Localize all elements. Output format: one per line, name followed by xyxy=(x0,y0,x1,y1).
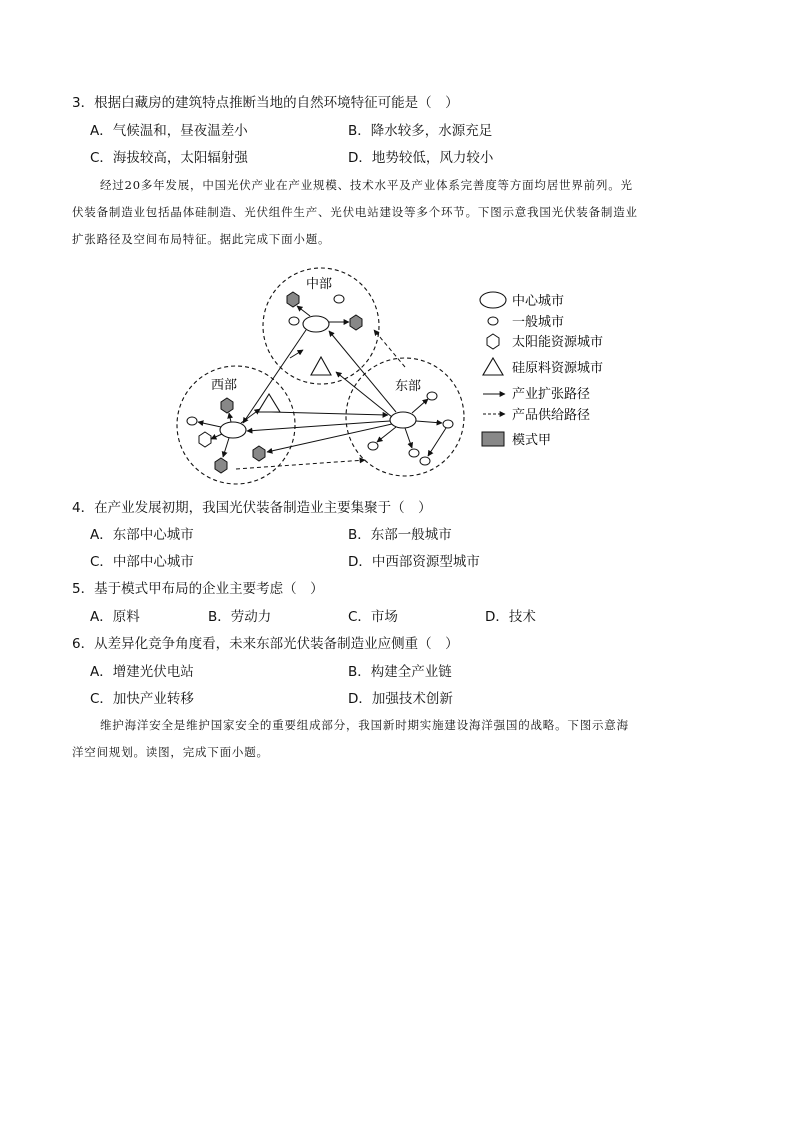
mode-jia-middle-2 xyxy=(350,315,362,330)
city-east-4 xyxy=(409,449,419,457)
legend-label-center-city: 中心城市 xyxy=(512,294,565,309)
q4-option-d: D．中西部资源型城市 xyxy=(348,554,480,570)
arrow-west-center-to-city-1 xyxy=(198,422,221,427)
pv-industry-diagram xyxy=(0,260,794,490)
q5-option-d: D．技术 xyxy=(485,609,536,625)
city-middle-1 xyxy=(334,295,344,303)
silicon-city-middle xyxy=(311,357,331,375)
q3-stem: 3．根据白藏房的建筑特点推断当地的自然环境特征可能是（ ） xyxy=(72,95,459,111)
city-east-2 xyxy=(443,420,453,428)
passage-1 xyxy=(72,176,722,248)
region-label-west: 西部 xyxy=(211,378,238,393)
arrow-east-center-to-mid-center xyxy=(329,331,396,412)
q3-option-d: D．地势较低，风力较小 xyxy=(348,150,494,166)
arrow-west-center-to-hex-1 xyxy=(229,413,231,422)
legend-label-expansion: 产业扩张路径 xyxy=(512,387,591,402)
arrow-west-center-to-hex-3 xyxy=(223,438,229,457)
mode-jia-west-1 xyxy=(221,398,233,413)
legend-label-silicon-city: 硅原料资源城市 xyxy=(512,361,604,376)
q6-option-b: B．构建全产业链 xyxy=(348,664,452,680)
center-city-middle xyxy=(303,316,329,332)
city-east-1 xyxy=(427,392,437,400)
passage-2 xyxy=(72,716,722,761)
arrow-east-center-to-east-city-3 xyxy=(377,427,396,442)
arrow-west-center-to-hex-2 xyxy=(211,434,222,439)
arrow-east-city-2-to-5 xyxy=(428,428,446,456)
arrow-mid-center-to-hex xyxy=(297,306,310,316)
legend-label-supply: 产品供给路径 xyxy=(512,408,591,423)
q5-option-a: A．原料 xyxy=(90,609,140,625)
region-label-middle: 中部 xyxy=(306,277,333,292)
legend-solar-city-icon xyxy=(487,334,499,349)
mode-jia-west-2 xyxy=(215,458,227,473)
arrow-east-to-mid-triangle xyxy=(336,372,392,417)
city-east-5 xyxy=(420,457,430,465)
legend-label-mode-jia: 模式甲 xyxy=(512,433,552,448)
passage-2-line-2: 洋空间规划。读图，完成下面小题。 xyxy=(72,745,269,759)
q4-option-b: B．东部一般城市 xyxy=(348,527,452,543)
q6-option-a: A．增建光伏电站 xyxy=(90,664,194,680)
q5-stem: 5．基于模式甲布局的企业主要考虑（ ） xyxy=(72,581,324,597)
passage-1-line-3: 扩张路径及空间布局特征。据此完成下面小题。 xyxy=(72,232,331,246)
q5-option-b: B．劳动力 xyxy=(208,609,272,625)
q5-option-c: C．市场 xyxy=(348,609,398,625)
center-city-west xyxy=(220,422,246,438)
passage-2-line-1: 维护海洋安全是维护国家安全的重要组成部分，我国新时期实施建设海洋强国的战略。下图示意海 xyxy=(100,718,629,732)
q6-option-c: C．加快产业转移 xyxy=(90,691,194,707)
q3-option-a: A．气候温和，昼夜温差小 xyxy=(90,123,248,139)
legend-center-city-icon xyxy=(480,292,506,308)
arrow-west-triangle-to-east-center xyxy=(271,412,388,415)
q4-option-a: A．东部中心城市 xyxy=(90,527,194,543)
arrow-east-center-to-east-city-4 xyxy=(405,428,412,448)
center-city-east xyxy=(390,412,416,428)
q4-stem: 4．在产业发展初期，我国光伏装备制造业主要集聚于（ ） xyxy=(72,500,432,516)
q3-option-b: B．降水较多，水源充足 xyxy=(348,123,493,139)
region-label-east: 东部 xyxy=(395,379,422,394)
solar-city-west xyxy=(199,432,211,447)
mode-jia-middle-1 xyxy=(287,292,299,307)
q6-option-d: D．加强技术创新 xyxy=(348,691,453,707)
city-west-1 xyxy=(187,417,197,425)
legend-label-general-city: 一般城市 xyxy=(512,315,565,330)
arrow-east-center-to-east-city-1 xyxy=(412,399,428,413)
passage-1-line-2: 伏装备制造业包括晶体硅制造、光伏组件生产、光伏电站建设等多个环节。下图示意我国光伏装备制造业 xyxy=(72,205,638,219)
legend-mode-jia-icon xyxy=(482,432,504,446)
legend xyxy=(480,292,603,448)
legend-silicon-city-icon xyxy=(483,358,503,375)
q6-stem: 6．从差异化竞争角度看，未来东部光伏装备制造业应侧重（ ） xyxy=(72,636,459,652)
passage-1-line-1: 经过20多年发展，中国光伏产业在产业规模、技术水平及产业体系完善度等方面均居世界前列。光 xyxy=(100,178,633,192)
legend-general-city-icon xyxy=(488,317,498,325)
arrow-east-center-to-east-city-2 xyxy=(416,421,442,423)
city-east-3 xyxy=(368,442,378,450)
q4-option-c: C．中部中心城市 xyxy=(90,554,194,570)
city-middle-2 xyxy=(289,317,299,325)
mode-jia-west-3 xyxy=(253,446,265,461)
supply-west-to-east xyxy=(236,460,365,469)
q3-option-c: C．海拔较高，太阳辐射强 xyxy=(90,150,248,166)
legend-label-solar-city: 太阳能资源城市 xyxy=(512,335,604,350)
